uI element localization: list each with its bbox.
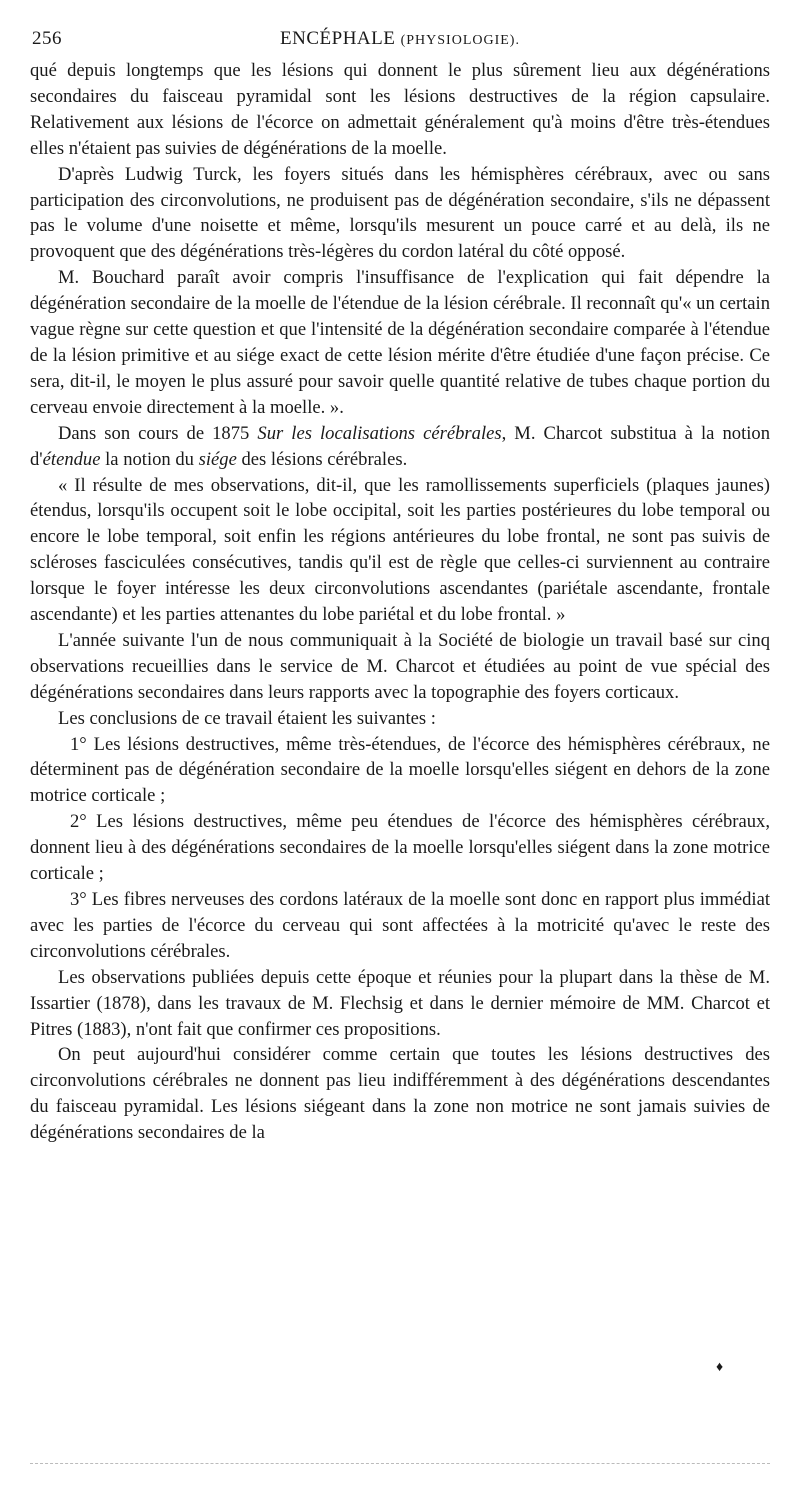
paragraph-charcot-course — [30, 421, 770, 473]
paragraph-today: On peut aujourd'hui considérer comme certain que toutes les lésions destructives des circonvolutions cérébrales ne donnent pas lieu indifféremment à des dégénérations descendantes du faisceau pyramidal. Les lésions siégeant dans la zone non motrice ne sont jamais suivies de dégénérations secondaires de la — [30, 1044, 770, 1144]
footer-rule — [30, 1463, 770, 1464]
conclusion-item-3: 3° Les fibres nerveuses des cordons latéraux de la moelle sont donc en rapport plus immédiat avec les parties de l'écorce du cerveau qui sont affectées à la motricité qu'avec le reste des circonvolutions cérébrales. — [30, 889, 770, 962]
paragraph-quotation: « Il résulte de mes observations, dit-il, que les ramollissements superficiels (plaques jaunes) étendus, lorsqu'ils occupent soit le lobe occipital, soit les parties postérieures du lobe temporal ou encore le lobe temporal, soit enfin les régions antérieures du lobe frontal, ne sont pas suivis de scléroses fasciculées consécutives, tandis qu'il est de règle que celles-ci surviennent au contraire lorsque le foyer intéresse les deux circonvolutions ascendantes (pariétale ascendante, frontale ascendante) et les parties attenantes du lobe pariétal et du lobe frontal. » — [30, 474, 770, 626]
italic-term: siége — [198, 448, 237, 470]
italic-title: Sur les localisations cérébrales — [257, 422, 502, 444]
page-number: 256 — [32, 28, 62, 49]
paragraph-turck: D'après Ludwig Turck, les foyers situés dans les hémisphères cérébraux, avec ou sans participation des circonvolutions, ne produisent pas de dégénération secondaire, s'ils ne dépassent pas le volume d'une noisette et même, lorsqu'ils mesurent un pouce carré et au delà, ils ne provoquent que des dégénérations très-légères du cordon latéral du côté opposé. — [30, 163, 770, 263]
paragraph-conclusions-intro: Les conclusions de ce travail étaient les suivantes : — [58, 707, 436, 729]
paragraph-continuation: qué depuis longtemps que les lésions qui donnent le plus sûrement lieu aux dégénérations secondaires du faisceau pyramidal sont les lésions destructives de la région capsulaire. Relativement aux lésions de l'écorce on admettait généralement qu'à moins d'être très-étendues elles n'étaient pas suivies de dégénérations de la moelle. — [30, 60, 770, 159]
paragraph-bouchard: M. Bouchard paraît avoir compris l'insuffisance de l'explication qui fait dépendre la dégénération secondaire de la moelle de l'étendue de la lésion cérébrale. Il reconnaît qu'« un certain vague règne sur cette question et que l'intensité de la dégénération secondaire comparée à l'étendue de la lésion primitive et au siége exact de cette lésion mérite d'être étudiée d'une façon précise. Ce sera, dit-il, le moyen le plus assuré pour savoir quelle quantité relative de tubes chaque portion du cerveau envoie directement à la moelle. ». — [30, 267, 770, 418]
conclusion-item-1: 1° Les lésions destructives, même très-étendues, de l'écorce des hémisphères cérébraux, ne déterminent pas de dégénération secondaire de la moelle lorsqu'elles siégent en dehors de la zone motrice corticale ; — [30, 733, 770, 807]
ornament-mark: ♦ — [716, 1360, 724, 1375]
paragraph-biology-society: L'année suivante l'un de nous communiquait à la Société de biologie un travail basé sur cinq observations recueillies dans le service de M. Charcot et étudiées au point de vue spécial des dégénérations secondaires dans leurs rapports avec la topographie des foyers corticaux. — [30, 629, 770, 703]
paragraph-text: la notion du — [100, 448, 199, 470]
conclusion-item-2: 2° Les lésions destructives, même peu étendues de l'écorce des hémisphères cérébraux, donnent lieu à des dégénérations secondaires de la moelle lorsqu'elles siégent dans la zone motrice corticale ; — [30, 811, 770, 885]
section-title: ENCÉPHALE — [280, 28, 396, 49]
running-title — [30, 28, 770, 50]
body-text — [30, 58, 770, 1146]
book-page — [30, 28, 770, 1146]
paragraph-text: , M. Charcot substitua à la notion d' — [30, 422, 770, 470]
running-header — [30, 28, 770, 58]
paragraph-observations: Les observations publiées depuis cette époque et réunies pour la plupart dans la thèse de M. Issartier (1878), dans les travaux de M. Flechsig et dans le dernier mémoire de MM. Charcot et Pitres (1883), n'ont fait que confirmer ces propositions. — [30, 966, 770, 1040]
paragraph-text: des lésions cérébrales. — [236, 448, 408, 470]
paragraph-text: Dans son cours de 1875 — [58, 422, 258, 444]
section-subtitle: (PHYSIOLOGIE). — [400, 33, 520, 48]
italic-term: étendue — [42, 448, 101, 470]
